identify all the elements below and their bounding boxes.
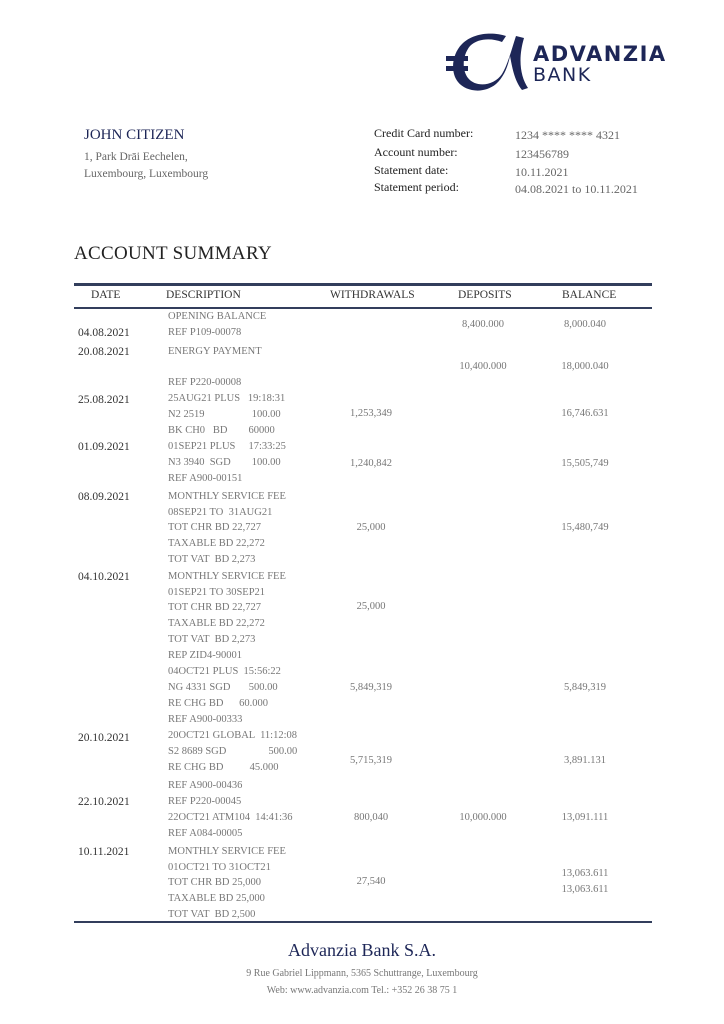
table-bottom-rule: [74, 921, 652, 923]
statement-date-label: Statement date:: [374, 163, 449, 177]
header-deposits: DEPOSITS: [458, 289, 512, 301]
balance-amount: 18,000.040: [561, 361, 609, 372]
description-line: TOT VAT BD 2,273: [168, 634, 256, 645]
description-line: TOT VAT BD 2,500: [168, 909, 256, 920]
deposit-amount: 10,000.000: [459, 812, 507, 823]
header-description: DESCRIPTION: [166, 289, 241, 301]
description-line: TOT VAT BD 2,273: [168, 554, 256, 565]
description-line: 22OCT21 ATM104 14:41:36: [168, 812, 293, 823]
balance-amount: 15,480,749: [561, 522, 609, 533]
table-top-rule: [74, 283, 652, 286]
deposit-amount: 8,400.000: [462, 319, 504, 330]
description-line: TAXABLE BD 22,272: [168, 618, 265, 629]
description-line: REF A900-00436: [168, 780, 243, 791]
customer-name: JOHN CITIZEN: [84, 127, 185, 143]
description-line: REF A900-00333: [168, 714, 243, 725]
withdrawal-amount: 5,715,319: [350, 755, 392, 766]
description-line: ENERGY PAYMENT: [168, 346, 262, 357]
description-line: 20OCT21 GLOBAL 11:12:08: [168, 730, 298, 741]
description-line: 01OCT21 TO 31OCT21: [168, 862, 271, 873]
balance-amount: 3,891.131: [564, 755, 606, 766]
description-line: REF A084-00005: [168, 828, 243, 839]
bank-logo: [444, 30, 667, 94]
row-date: 01.09.2021: [78, 441, 130, 453]
header-balance: BALANCE: [562, 289, 617, 301]
row-date: 20.08.2021: [78, 346, 130, 358]
credit-card-label: Credit Card number:: [374, 126, 474, 140]
description-line: TOT CHR BD 25,000: [168, 877, 261, 888]
row-date: 10.11.2021: [78, 846, 130, 858]
withdrawal-amount: 800,040: [353, 812, 389, 823]
balance-amount: 13,063.611: [561, 884, 609, 895]
footer-contact: Web: www.advanzia.com Tel.: +352 26 38 75 1: [266, 985, 458, 996]
withdrawal-amount: 25,000: [356, 522, 386, 533]
description-line: MONTHLY SERVICE FEE: [168, 571, 286, 582]
table-header-rule: [74, 307, 652, 309]
description-line: MONTHLY SERVICE FEE: [168, 846, 286, 857]
description-line: TOT CHR BD 22,727: [168, 522, 261, 533]
logo-name: ADVANZIA: [533, 42, 667, 66]
description-line: REF P220-00045: [168, 796, 242, 807]
section-title: ACCOUNT SUMMARY: [74, 243, 272, 264]
description-line: 08SEP21 TO 31AUG21: [168, 507, 273, 518]
header-withdrawals: WITHDRAWALS: [330, 289, 415, 301]
withdrawal-amount: 1,253,349: [350, 408, 392, 419]
statement-period-value: 04.08.2021 to 10.11.2021: [515, 182, 638, 196]
description-line: N3 3940 SGD 100.00: [168, 457, 281, 468]
balance-amount: 5,849,319: [564, 682, 606, 693]
logo-sub: BANK: [533, 64, 592, 86]
withdrawal-amount: 27,540: [356, 876, 386, 887]
description-line: BK CH0 BD 60000: [168, 425, 275, 436]
description-line: TOT CHR BD 22,727: [168, 602, 261, 613]
description-line: REF P109-00078: [168, 327, 242, 338]
credit-card-value: 1234 **** **** 4321: [515, 128, 620, 142]
description-line: REP ZID4-90001: [168, 650, 242, 661]
description-line: RE CHG BD 45.000: [168, 762, 279, 773]
balance-amount: 16,746.631: [561, 408, 609, 419]
description-line: 04OCT21 PLUS 15:56:22: [168, 666, 281, 677]
description-line: REF P220-00008: [168, 377, 242, 388]
footer-company: Advanzia Bank S.A.: [288, 940, 436, 960]
description-line: OPENING BALANCE: [168, 311, 267, 322]
withdrawal-amount: 5,849,319: [350, 682, 392, 693]
statement-date-value: 10.11.2021: [515, 165, 569, 179]
description-line: MONTHLY SERVICE FEE: [168, 491, 286, 502]
balance-amount: 13,063.611: [561, 868, 609, 879]
row-date: 04.08.2021: [78, 327, 130, 339]
description-line: TAXABLE BD 25,000: [168, 893, 265, 904]
statement-period-label: Statement period:: [374, 180, 459, 194]
deposit-amount: 10,400.000: [459, 361, 507, 372]
row-date: 08.09.2021: [78, 491, 130, 503]
description-line: TAXABLE BD 22,272: [168, 538, 265, 549]
description-line: 01SEP21 PLUS 17:33:25: [168, 441, 286, 452]
description-line: 25AUG21 PLUS 19:18:31: [168, 393, 286, 404]
account-number-label: Account number:: [374, 145, 458, 159]
description-line: RE CHG BD 60.000: [168, 698, 269, 709]
row-date: 22.10.2021: [78, 796, 130, 808]
header-date: DATE: [91, 289, 121, 301]
row-date: 25.08.2021: [78, 394, 130, 406]
withdrawal-amount: 25,000: [356, 601, 386, 612]
balance-amount: 15,505,749: [561, 458, 609, 469]
balance-amount: 13,091.111: [561, 812, 609, 823]
euro-alpha-logo-icon: [444, 30, 528, 94]
description-line: NG 4331 SGD 500.00: [168, 682, 278, 693]
withdrawal-amount: 1,240,842: [350, 458, 392, 469]
account-number-value: 123456789: [515, 147, 569, 161]
balance-amount: 8,000.040: [564, 319, 606, 330]
description-line: S2 8689 SGD 500.00: [168, 746, 298, 757]
footer-address: 9 Rue Gabriel Lippmann, 5365 Schuttrange, Luxembourg: [246, 968, 478, 979]
customer-address-line1: 1, Park Drāi Eechelen,: [84, 151, 188, 163]
description-line: REF A900-00151: [168, 473, 243, 484]
description-line: N2 2519 100.00: [168, 409, 281, 420]
row-date: 04.10.2021: [78, 571, 130, 583]
description-line: 01SEP21 TO 30SEP21: [168, 587, 266, 598]
customer-address-line2: Luxembourg, Luxembourg: [84, 168, 209, 180]
row-date: 20.10.2021: [78, 732, 130, 744]
